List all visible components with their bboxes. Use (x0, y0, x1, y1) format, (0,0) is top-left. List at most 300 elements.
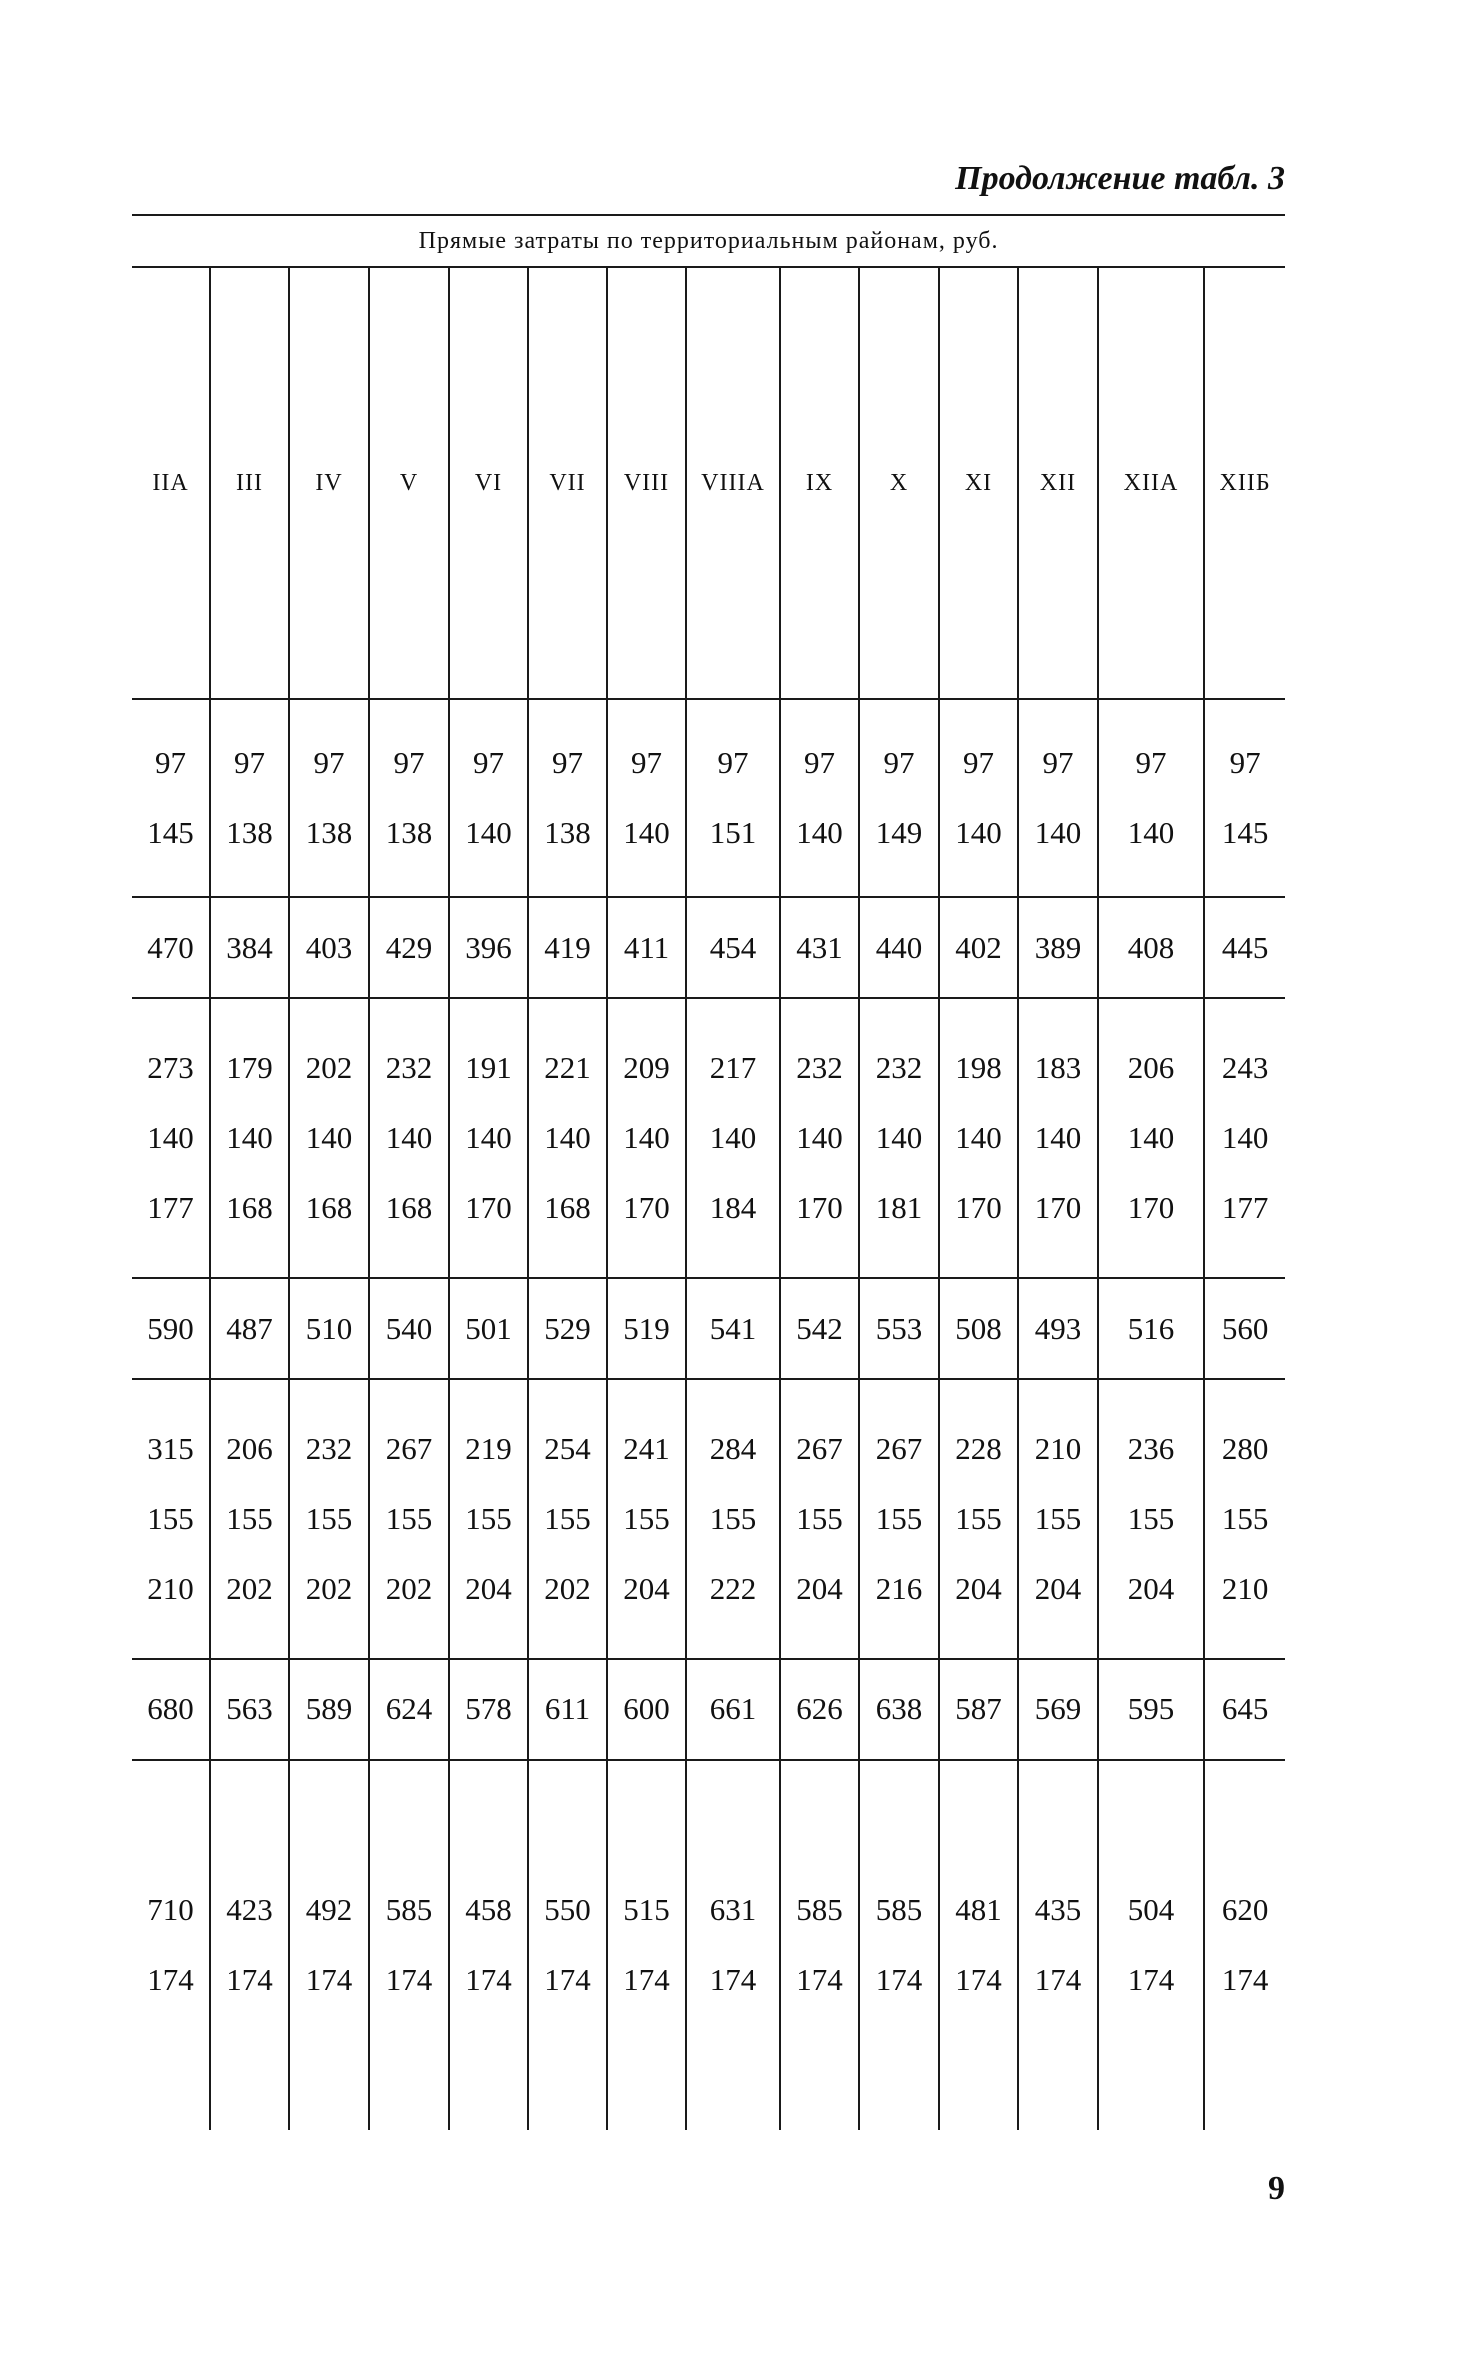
cell-value: 140 (875, 1120, 923, 1156)
table-cell (528, 1659, 607, 1760)
cell-value: 170 (796, 1190, 843, 1226)
table-cell (686, 998, 780, 1278)
table-cell (1018, 699, 1098, 897)
cell-value: 519 (623, 1310, 670, 1346)
cell-value: 210 (1221, 1570, 1269, 1606)
cell-value: 661 (709, 1691, 757, 1727)
cell-value: 589 (305, 1691, 353, 1727)
cell-value: 97 (631, 745, 662, 781)
cell-value: 170 (1034, 1190, 1082, 1226)
cell-value: 174 (1127, 1962, 1175, 1998)
cell-value: 232 (305, 1430, 353, 1466)
table-cell (859, 1278, 939, 1379)
district-header: III (210, 267, 289, 699)
cell-value: 403 (305, 929, 353, 965)
cell-value: 515 (623, 1892, 670, 1928)
cell-value: 508 (955, 1310, 1002, 1346)
cell-value: 210 (147, 1570, 194, 1606)
cell-value: 590 (147, 1310, 194, 1346)
cell-value: 97 (552, 745, 583, 781)
cell-value: 620 (1221, 1892, 1269, 1928)
table-cell (1204, 998, 1285, 1278)
cell-value: 97 (473, 745, 504, 781)
cell-value: 198 (955, 1050, 1002, 1086)
cell-value: 204 (465, 1570, 512, 1606)
table-cell (449, 1278, 528, 1379)
table-cell (607, 1659, 686, 1760)
cell-value: 174 (796, 1962, 843, 1998)
district-header: IV (289, 267, 369, 699)
cell-value: 492 (305, 1892, 353, 1928)
cell-value: 140 (1034, 815, 1082, 851)
table-cell (1204, 699, 1285, 897)
table-cell (1018, 998, 1098, 1278)
cell-value: 680 (147, 1691, 194, 1727)
table-cell (528, 699, 607, 897)
cell-value: 389 (1034, 929, 1082, 965)
table-cell (686, 1760, 780, 2130)
table-cell (859, 1760, 939, 2130)
table-cell (289, 1659, 369, 1760)
district-header: IIA (132, 267, 210, 699)
cell-value: 645 (1221, 1691, 1269, 1727)
table-cell (210, 699, 289, 897)
cell-value: 280 (1221, 1430, 1269, 1466)
cell-value: 155 (465, 1500, 512, 1536)
table-cell (939, 1278, 1018, 1379)
table-cell (607, 1379, 686, 1659)
cell-value: 155 (875, 1500, 923, 1536)
cell-value: 384 (226, 929, 273, 965)
cell-value: 504 (1127, 1892, 1175, 1928)
table-cell (449, 897, 528, 998)
table-cell (528, 998, 607, 1278)
table-cell (607, 897, 686, 998)
cell-value: 138 (226, 815, 273, 851)
district-header: VII (528, 267, 607, 699)
cell-value: 585 (875, 1892, 923, 1928)
table-cell (1098, 998, 1204, 1278)
cell-value: 232 (385, 1050, 433, 1086)
district-header: IX (780, 267, 859, 699)
table-cell (210, 1760, 289, 2130)
cell-value: 585 (796, 1892, 843, 1928)
table-title-row (132, 215, 1285, 267)
table-cell (1204, 1659, 1285, 1760)
table-cell (1018, 897, 1098, 998)
cell-value: 170 (623, 1190, 670, 1226)
table-cell (607, 1760, 686, 2130)
cell-value: 138 (544, 815, 591, 851)
table-cell (780, 1379, 859, 1659)
table-continuation-caption: Продолжение табл. 3 (955, 160, 1285, 197)
table-cell (686, 1659, 780, 1760)
table-cell (686, 1278, 780, 1379)
table-cell (289, 1379, 369, 1659)
cell-value: 202 (544, 1570, 591, 1606)
cell-value: 97 (393, 745, 425, 781)
cell-value: 97 (804, 745, 835, 781)
cell-value: 174 (623, 1962, 670, 1998)
cell-value: 181 (875, 1190, 923, 1226)
cell-value: 710 (147, 1892, 194, 1928)
cell-value: 516 (1127, 1310, 1175, 1346)
table-title: Прямые затраты по территориальным районам, руб. (132, 215, 1285, 267)
cell-value: 206 (1127, 1050, 1175, 1086)
table-cell (132, 1278, 210, 1379)
table-cell (210, 1659, 289, 1760)
cell-value: 155 (385, 1500, 433, 1536)
cell-value: 174 (875, 1962, 923, 1998)
cell-value: 155 (1221, 1500, 1269, 1536)
cell-value: 440 (875, 929, 923, 965)
cell-value: 177 (147, 1190, 194, 1226)
cell-value: 408 (1127, 929, 1175, 965)
table-cell (528, 897, 607, 998)
cell-value: 429 (385, 929, 433, 965)
table-cell (607, 998, 686, 1278)
district-header: XIIA (1098, 267, 1204, 699)
cell-value: 595 (1127, 1691, 1175, 1727)
table-cell (1018, 1278, 1098, 1379)
table-cell (289, 1278, 369, 1379)
cell-value: 202 (385, 1570, 433, 1606)
cell-value: 402 (955, 929, 1002, 965)
cell-value: 204 (796, 1570, 843, 1606)
cell-value: 140 (465, 815, 512, 851)
cell-value: 540 (385, 1310, 433, 1346)
cell-value: 553 (875, 1310, 923, 1346)
cost-group-row (132, 998, 1285, 1278)
cell-value: 493 (1034, 1310, 1082, 1346)
cell-value: 140 (147, 1120, 194, 1156)
cost-group-row (132, 1659, 1285, 1760)
cell-value: 206 (226, 1430, 273, 1466)
cell-value: 140 (544, 1120, 591, 1156)
table-cell (369, 1760, 449, 2130)
table-cell (1204, 897, 1285, 998)
cell-value: 177 (1221, 1190, 1269, 1226)
cell-value: 174 (1034, 1962, 1082, 1998)
cell-value: 501 (465, 1310, 512, 1346)
cell-value: 155 (709, 1500, 757, 1536)
cell-value: 97 (1042, 745, 1074, 781)
cell-value: 97 (155, 745, 186, 781)
cell-value: 550 (544, 1892, 591, 1928)
cell-value: 174 (709, 1962, 757, 1998)
table-cell (859, 897, 939, 998)
table-cell (780, 1760, 859, 2130)
cell-value: 179 (226, 1050, 273, 1086)
cell-value: 174 (385, 1962, 433, 1998)
cell-value: 487 (226, 1310, 273, 1346)
cell-value: 204 (1127, 1570, 1175, 1606)
cell-value: 174 (1221, 1962, 1269, 1998)
cell-value: 174 (305, 1962, 353, 1998)
cell-value: 149 (875, 815, 923, 851)
cell-value: 458 (465, 1892, 512, 1928)
cost-group-row (132, 897, 1285, 998)
table-cell (780, 897, 859, 998)
table-cell (1098, 1278, 1204, 1379)
cell-value: 510 (305, 1310, 353, 1346)
cell-value: 170 (955, 1190, 1002, 1226)
table-cell (369, 1659, 449, 1760)
table-cell (1204, 1379, 1285, 1659)
cost-group-row (132, 1379, 1285, 1659)
cell-value: 140 (955, 1120, 1002, 1156)
cell-value: 202 (305, 1050, 353, 1086)
cell-value: 97 (313, 745, 345, 781)
district-header: XII (1018, 267, 1098, 699)
cell-value: 631 (709, 1892, 757, 1928)
cell-value: 254 (544, 1430, 591, 1466)
table-cell (132, 897, 210, 998)
cell-value: 241 (623, 1430, 670, 1466)
cell-value: 411 (623, 929, 670, 965)
table-cell (859, 699, 939, 897)
district-header-row (132, 267, 1285, 699)
table-cell (1098, 699, 1204, 897)
table-cell (528, 1278, 607, 1379)
cell-value: 611 (544, 1691, 591, 1727)
cell-value: 481 (955, 1892, 1002, 1928)
cell-value: 236 (1127, 1430, 1175, 1466)
cell-value: 587 (955, 1691, 1002, 1727)
district-header: VI (449, 267, 528, 699)
cell-value: 97 (234, 745, 265, 781)
table-cell (686, 699, 780, 897)
cost-group-row (132, 1278, 1285, 1379)
cell-value: 204 (955, 1570, 1002, 1606)
table-cell (528, 1379, 607, 1659)
cell-value: 155 (1127, 1500, 1175, 1536)
cell-value: 183 (1034, 1050, 1082, 1086)
table-cell (449, 1659, 528, 1760)
district-header: XIIБ (1204, 267, 1285, 699)
table-cell (1098, 1659, 1204, 1760)
cell-value: 243 (1221, 1050, 1269, 1086)
table-cell (859, 1379, 939, 1659)
table-cell (1098, 1760, 1204, 2130)
cell-value: 155 (305, 1500, 353, 1536)
table-cell (939, 1659, 1018, 1760)
table-cell (289, 897, 369, 998)
table-cell (1018, 1760, 1098, 2130)
cell-value: 168 (305, 1190, 353, 1226)
cell-value: 140 (1034, 1120, 1082, 1156)
cell-value: 138 (385, 815, 433, 851)
table-cell (132, 1659, 210, 1760)
table-cell (369, 897, 449, 998)
cell-value: 529 (544, 1310, 591, 1346)
table-cell (210, 897, 289, 998)
cell-value: 145 (1221, 815, 1269, 851)
district-header: V (369, 267, 449, 699)
cell-value: 431 (796, 929, 843, 965)
cell-value: 184 (709, 1190, 757, 1226)
cell-value: 155 (544, 1500, 591, 1536)
cell-value: 232 (875, 1050, 923, 1086)
table-cell (449, 998, 528, 1278)
cell-value: 419 (544, 929, 591, 965)
table-cell (1098, 1379, 1204, 1659)
cell-value: 204 (1034, 1570, 1082, 1606)
cell-value: 232 (796, 1050, 843, 1086)
table-cell (210, 1379, 289, 1659)
cell-value: 221 (544, 1050, 591, 1086)
cell-value: 97 (883, 745, 915, 781)
table-cell (780, 1278, 859, 1379)
table-cell (289, 998, 369, 1278)
table-cell (939, 1379, 1018, 1659)
cell-value: 97 (1135, 745, 1167, 781)
cell-value: 170 (1127, 1190, 1175, 1226)
cell-value: 140 (796, 815, 843, 851)
cell-value: 315 (147, 1430, 194, 1466)
cell-value: 155 (147, 1500, 194, 1536)
table-cell (210, 998, 289, 1278)
cell-value: 140 (385, 1120, 433, 1156)
cell-value: 151 (709, 815, 757, 851)
table-cell (369, 1379, 449, 1659)
cell-value: 155 (796, 1500, 843, 1536)
table-cell (686, 1379, 780, 1659)
district-header: X (859, 267, 939, 699)
table-cell (449, 1379, 528, 1659)
cell-value: 216 (875, 1570, 923, 1606)
cell-value: 638 (875, 1691, 923, 1727)
table-cell (939, 897, 1018, 998)
table-cell (1018, 1379, 1098, 1659)
cell-value: 97 (1229, 745, 1261, 781)
table-cell (528, 1760, 607, 2130)
cell-value: 423 (226, 1892, 273, 1928)
cell-value: 210 (1034, 1430, 1082, 1466)
page-number: 9 (1268, 2170, 1285, 2207)
cell-value: 140 (226, 1120, 273, 1156)
table-cell (780, 699, 859, 897)
table-cell (132, 1760, 210, 2130)
table-cell (1018, 1659, 1098, 1760)
cost-group-row (132, 1760, 1285, 2130)
table-cell (1204, 1760, 1285, 2130)
cell-value: 168 (544, 1190, 591, 1226)
direct-costs-table (132, 214, 1285, 2130)
table-cell (780, 998, 859, 1278)
cell-value: 445 (1221, 929, 1269, 965)
cell-value: 273 (147, 1050, 194, 1086)
cell-value: 138 (305, 815, 353, 851)
cell-value: 170 (465, 1190, 512, 1226)
table-cell (369, 998, 449, 1278)
cell-value: 209 (623, 1050, 670, 1086)
cell-value: 435 (1034, 1892, 1082, 1928)
cell-value: 204 (623, 1570, 670, 1606)
cell-value: 470 (147, 929, 194, 965)
cell-value: 145 (147, 815, 194, 851)
table-cell (210, 1278, 289, 1379)
table-cell (449, 699, 528, 897)
cell-value: 140 (623, 815, 670, 851)
cell-value: 140 (623, 1120, 670, 1156)
cell-value: 140 (955, 815, 1002, 851)
district-header: XI (939, 267, 1018, 699)
cell-value: 155 (623, 1500, 670, 1536)
table-cell (369, 1278, 449, 1379)
table-cell (686, 897, 780, 998)
cell-value: 267 (796, 1430, 843, 1466)
cell-value: 217 (709, 1050, 757, 1086)
cell-value: 140 (1221, 1120, 1269, 1156)
table-cell (449, 1760, 528, 2130)
table-cell (859, 1659, 939, 1760)
cell-value: 202 (226, 1570, 273, 1606)
cell-value: 600 (623, 1691, 670, 1727)
table-cell (939, 1760, 1018, 2130)
cell-value: 174 (226, 1962, 273, 1998)
cell-value: 228 (955, 1430, 1002, 1466)
cell-value: 191 (465, 1050, 512, 1086)
cell-value: 202 (305, 1570, 353, 1606)
cell-value: 168 (385, 1190, 433, 1226)
cell-value: 97 (717, 745, 749, 781)
cell-value: 174 (544, 1962, 591, 1998)
table-cell (369, 699, 449, 897)
cost-group-row (132, 699, 1285, 897)
cell-value: 541 (709, 1310, 757, 1346)
cell-value: 585 (385, 1892, 433, 1928)
cell-value: 155 (1034, 1500, 1082, 1536)
table-cell (132, 699, 210, 897)
table-cell (1098, 897, 1204, 998)
district-header: VIIIA (686, 267, 780, 699)
cell-value: 219 (465, 1430, 512, 1466)
cell-value: 174 (465, 1962, 512, 1998)
cell-value: 140 (709, 1120, 757, 1156)
cell-value: 140 (796, 1120, 843, 1156)
cell-value: 155 (955, 1500, 1002, 1536)
table-cell (939, 699, 1018, 897)
cell-value: 624 (385, 1691, 433, 1727)
table-cell (289, 699, 369, 897)
cell-value: 155 (226, 1500, 273, 1536)
cell-value: 569 (1034, 1691, 1082, 1727)
table-cell (289, 1760, 369, 2130)
cell-value: 267 (385, 1430, 433, 1466)
table-cell (939, 998, 1018, 1278)
cell-value: 267 (875, 1430, 923, 1466)
table-cell (132, 1379, 210, 1659)
table-cell (859, 998, 939, 1278)
table-cell (607, 1278, 686, 1379)
table-cell (607, 699, 686, 897)
cell-value: 284 (709, 1430, 757, 1466)
cell-value: 626 (796, 1691, 843, 1727)
cell-value: 560 (1221, 1310, 1269, 1346)
cell-value: 222 (709, 1570, 757, 1606)
cell-value: 140 (465, 1120, 512, 1156)
cell-value: 578 (465, 1691, 512, 1727)
cell-value: 542 (796, 1310, 843, 1346)
cell-value: 140 (1127, 1120, 1175, 1156)
table-cell (780, 1659, 859, 1760)
table-cell (132, 998, 210, 1278)
cell-value: 174 (955, 1962, 1002, 1998)
cell-value: 140 (305, 1120, 353, 1156)
cell-value: 174 (147, 1962, 194, 1998)
cell-value: 396 (465, 929, 512, 965)
